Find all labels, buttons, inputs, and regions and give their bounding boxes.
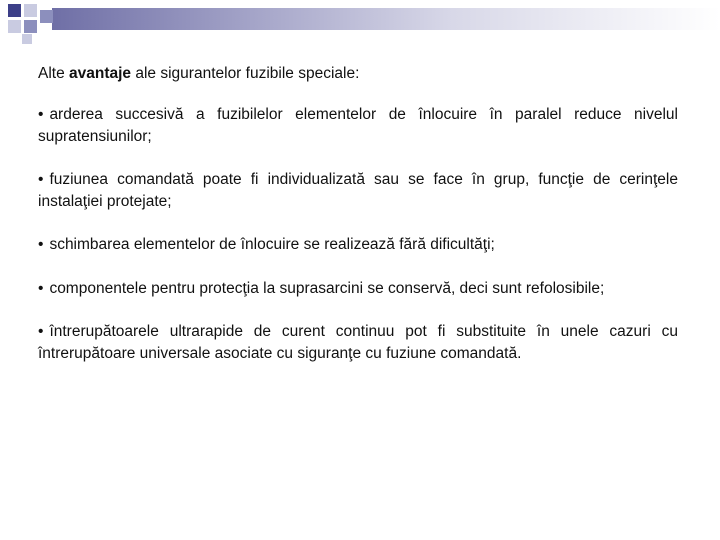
- list-item: [38, 234, 678, 256]
- list-item-text: componentele pentru protecţia la suprasarcini se conservă, deci sunt refolosibile;: [49, 279, 605, 297]
- heading-suffix: ale sigurantelor fuzibile speciale:: [131, 65, 360, 82]
- decor-square: [24, 4, 37, 17]
- list-item: [38, 278, 678, 300]
- list-item-text: întrerupătoarele ultrarapide de curent continuu pot fi substituite în unele cazuri cu întrerupătoare universale asociate cu siguranţe cu fuziune comandată.: [38, 323, 678, 362]
- list-item-text: fuziunea comandată poate fi individualizată sau se face în grup, funcţie de cerinţele instalaţiei protejate;: [38, 171, 678, 210]
- heading-prefix: Alte: [38, 65, 70, 82]
- bullet-icon: •: [38, 171, 44, 188]
- decor-square: [8, 4, 21, 17]
- slide-content: [38, 62, 678, 386]
- list-item-text: schimbarea elementelor de înlocuire se realizează fără dificultăţi;: [49, 236, 495, 253]
- bullet-icon: •: [38, 236, 44, 253]
- bullet-icon: •: [38, 106, 44, 123]
- bullet-icon: •: [38, 323, 44, 340]
- list-item: [38, 104, 678, 147]
- slide-header-decoration: [0, 0, 720, 40]
- header-gradient-bar: [52, 8, 720, 30]
- bullet-icon: •: [38, 279, 44, 297]
- decor-square: [22, 34, 32, 44]
- slide-heading: [38, 62, 678, 86]
- list-item: [38, 169, 678, 212]
- decor-square: [24, 20, 37, 33]
- list-item-text: arderea succesivă a fuzibilelor elementelor de înlocuire în paralel reduce nivelul supratensiunilor;: [38, 106, 678, 145]
- heading-bold-word: avantaje: [69, 65, 132, 82]
- decor-square: [8, 20, 21, 33]
- decor-square: [40, 10, 53, 23]
- list-item: [38, 321, 678, 364]
